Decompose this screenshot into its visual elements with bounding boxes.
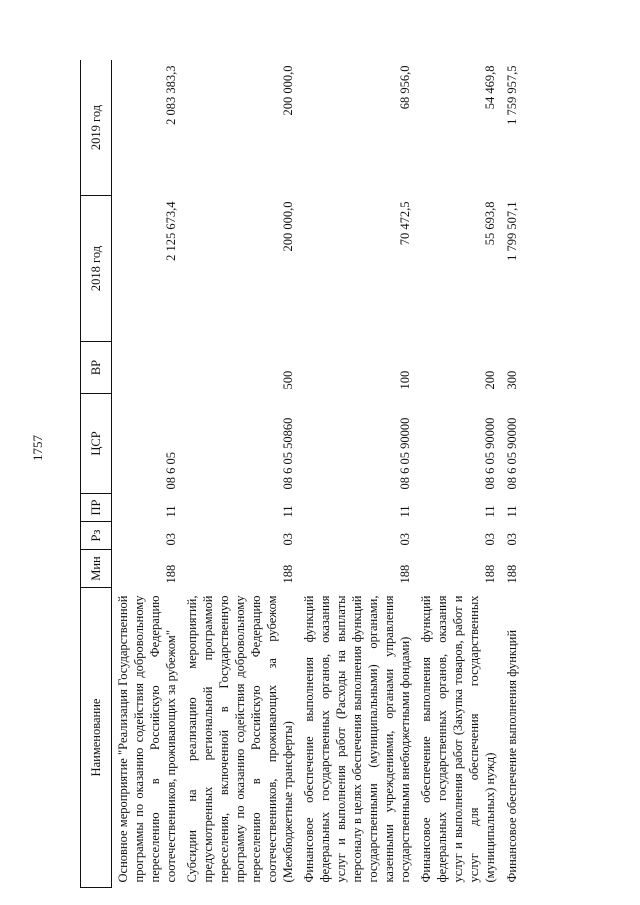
row-min: 188 <box>164 564 178 584</box>
table-row <box>298 60 415 888</box>
row-name: Субсидии на реализацию мероприятий, предусмотренных региональной программой переселения, включенной в Государственную программу по оказанию содействия добровольному переселению в Российскую Федерацию соотечественников, проживающих за рубежом (Межбюджетные трансферты) <box>185 595 295 883</box>
row-rz: 03 <box>398 533 412 546</box>
table-row <box>181 60 298 888</box>
row-csr: 08 6 05 <box>164 452 178 490</box>
table-row <box>112 60 182 888</box>
row-pr: 11 <box>164 505 178 518</box>
row-vr <box>112 342 182 394</box>
budget-table <box>80 60 522 888</box>
row-csr: 08 6 05 90000 <box>505 417 519 490</box>
row-name: Финансовое обеспечение выполнения функций федеральных государственных органов, оказания услуг и выполнения работ (Расходы на выплаты персоналу в целях обеспечения выполнения функций государственными (муниципальными) органами, казенными учреждениями, органами управления государственными внебюджетными фондами) <box>302 595 412 883</box>
row-2018: 200 000,0 <box>281 201 295 252</box>
row-2019: 200 000,0 <box>281 65 295 116</box>
row-rz: 03 <box>281 533 295 546</box>
row-vr: 100 <box>398 370 412 390</box>
row-vr: 500 <box>281 370 295 390</box>
row-2019: 68 956,0 <box>398 65 412 110</box>
header-pr: ПР <box>81 494 112 522</box>
table-header-row <box>81 60 112 888</box>
row-rz: 03 <box>505 533 519 546</box>
row-vr: 300 <box>505 370 519 390</box>
row-csr: 08 6 05 50860 <box>281 417 295 490</box>
row-name: Основное мероприятие "Реализация Государственной программы по оказанию содействия добровольному переселению в Российскую Федерацию соотечественников, проживающих за рубежом" <box>116 595 178 883</box>
row-pr: 11 <box>281 505 295 518</box>
row-2019: 2 083 383,3 <box>164 65 178 125</box>
row-2018: 1 799 507,1 <box>505 201 519 261</box>
table-row <box>415 60 500 888</box>
row-rz: 03 <box>164 533 178 546</box>
rotated-table-viewport <box>80 60 618 888</box>
row-pr: 11 <box>398 505 412 518</box>
header-vr: ВР <box>81 342 112 394</box>
header-2018: 2018 год <box>81 196 112 342</box>
row-csr: 08 6 05 90000 <box>483 417 497 490</box>
row-name: Финансовое обеспечение выполнения функций <box>505 629 519 883</box>
row-vr: 200 <box>483 370 497 390</box>
row-name: Финансовое обеспечение выполнения функций федеральных государственных органов, оказания услуг и выполнения работ (Закупка товаров, работ и услуг для обеспечения государственных (муниципальных) нужд) <box>419 595 497 883</box>
rotated-table <box>80 60 618 888</box>
row-min: 188 <box>281 564 295 584</box>
row-2019: 54 469,8 <box>483 65 497 110</box>
row-2019: 1 759 957,5 <box>505 65 519 125</box>
header-min: Мин <box>81 550 112 588</box>
header-2019: 2019 год <box>81 60 112 196</box>
header-rz: Рз <box>81 522 112 550</box>
header-name: Наименование <box>81 588 112 888</box>
page-number: 1757 <box>30 435 45 461</box>
row-pr: 11 <box>483 505 497 518</box>
row-min: 188 <box>483 564 497 584</box>
row-csr: 08 6 05 90000 <box>398 417 412 490</box>
row-min: 188 <box>505 564 519 584</box>
row-2018: 55 693,8 <box>483 201 497 246</box>
row-rz: 03 <box>483 533 497 546</box>
row-min: 188 <box>398 564 412 584</box>
table-row <box>500 60 522 888</box>
row-pr: 11 <box>505 505 519 518</box>
header-csr: ЦСР <box>81 394 112 494</box>
row-2018: 2 125 673,4 <box>164 201 178 261</box>
row-2018: 70 472,5 <box>398 201 412 246</box>
